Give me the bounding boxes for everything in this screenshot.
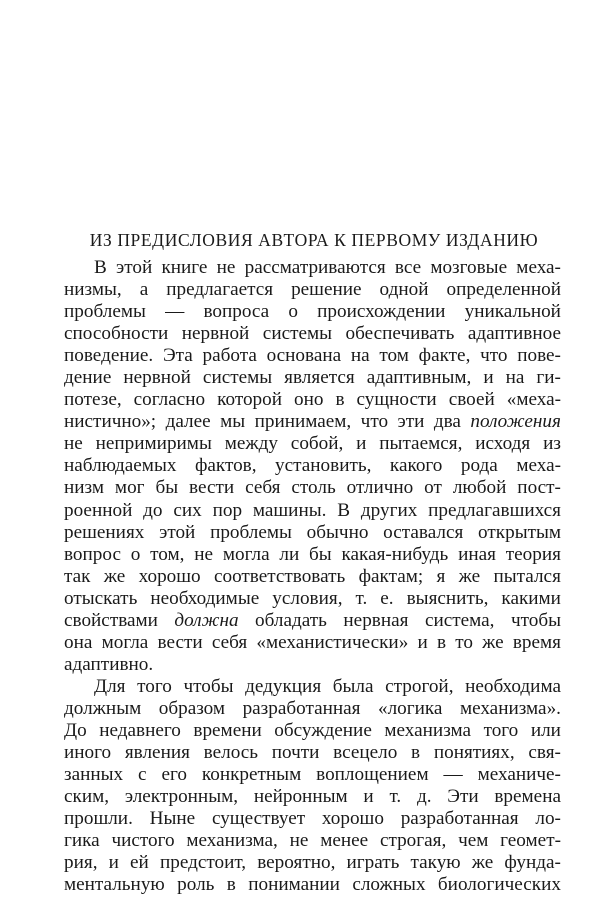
body-text — [64, 257, 561, 896]
section-title: ИЗ ПРЕДИСЛОВИЯ АВТОРА К ПЕРВОМУ ИЗДАНИЮ — [89, 230, 539, 250]
word: себя — [211, 631, 248, 653]
word: механиче- — [477, 764, 561, 786]
word: менее — [320, 830, 369, 852]
word: на — [350, 345, 370, 367]
word: какая-нибудь — [341, 543, 449, 565]
word: обычно — [306, 521, 369, 543]
word: разработанная — [400, 808, 519, 830]
word: прошли. — [64, 808, 133, 830]
word: же — [103, 565, 126, 587]
word: образом — [158, 697, 226, 719]
word: явления — [124, 742, 190, 764]
word: занных — [64, 764, 124, 786]
word: вероятно, — [257, 852, 336, 874]
word: геомет- — [500, 830, 561, 852]
word: далее — [165, 411, 211, 433]
word: открытым — [478, 521, 561, 543]
word: его — [161, 764, 187, 786]
word: нервной — [123, 367, 191, 389]
word: Ныне — [149, 808, 196, 830]
word: рия, — [64, 852, 98, 874]
word: сложных — [352, 874, 426, 896]
word: была — [332, 675, 374, 697]
word: поведение. — [64, 345, 154, 367]
word: о — [130, 543, 141, 565]
word: того — [137, 675, 172, 697]
word: существует — [211, 808, 306, 830]
word: меха- — [516, 257, 561, 278]
text-line — [64, 257, 561, 279]
word: на — [505, 367, 525, 389]
word: механизма». — [459, 697, 561, 719]
word: факте, — [418, 345, 471, 367]
word: конкретным — [201, 764, 302, 786]
word: в — [411, 742, 421, 764]
text-line — [64, 830, 561, 852]
text-line — [64, 367, 561, 389]
word: чистого — [111, 830, 175, 852]
text-line — [64, 698, 561, 720]
word: обеспечивать — [345, 323, 455, 345]
word: играть — [346, 852, 400, 874]
word: В — [94, 257, 107, 278]
word: нистично»; — [64, 411, 157, 433]
word: пытаемся, — [379, 433, 463, 455]
word: Эти — [447, 786, 479, 808]
word: том, — [150, 543, 185, 565]
word: дение — [64, 367, 112, 389]
word: решениях — [64, 521, 145, 543]
word: этой — [159, 521, 196, 543]
word: я — [436, 565, 446, 587]
word: же — [471, 852, 494, 874]
word: мозговые — [430, 257, 508, 278]
word: этой — [116, 257, 153, 278]
word: недавнего — [99, 719, 181, 741]
word: предлагается — [166, 279, 274, 301]
word: адаптивно. — [64, 653, 154, 675]
text-line — [64, 764, 561, 786]
word: оставался — [383, 521, 464, 543]
word: свя- — [528, 742, 561, 764]
word: непримиримы — [95, 433, 212, 455]
word: исходя — [475, 433, 531, 455]
word: между — [224, 433, 278, 455]
word: мы — [220, 411, 246, 433]
word: могла — [101, 631, 149, 653]
word: а — [139, 279, 149, 301]
word: так — [64, 565, 91, 587]
word: и — [483, 367, 494, 389]
word: чтобы — [510, 609, 561, 631]
text-line — [64, 500, 561, 522]
text-line — [64, 676, 561, 698]
word: принимаем, — [254, 411, 352, 433]
text-line — [64, 720, 561, 742]
word: электронным, — [124, 786, 239, 808]
word: машины. — [252, 499, 327, 521]
word: воплощением — [316, 764, 429, 786]
word: иного — [64, 742, 112, 764]
word: чтобы — [183, 675, 234, 697]
word: ли — [279, 543, 300, 565]
word: согласно — [133, 389, 206, 411]
word: же — [458, 565, 481, 587]
word: пор — [212, 499, 243, 521]
word: работа — [202, 345, 257, 367]
word: — — [165, 301, 185, 323]
word: одной — [379, 279, 429, 301]
word: чем — [458, 830, 489, 852]
word: себя — [245, 477, 281, 499]
word: и — [108, 852, 119, 874]
word: сих — [173, 499, 202, 521]
word: низм — [64, 477, 104, 499]
word: пове- — [517, 345, 561, 367]
word: из — [543, 433, 561, 455]
word: решение — [291, 279, 362, 301]
word: «меха- — [506, 389, 561, 411]
word: и — [363, 786, 374, 808]
word: времени — [193, 719, 262, 741]
word: всецело — [333, 742, 398, 764]
text-line — [64, 874, 561, 896]
word: нервной — [181, 323, 250, 345]
text-line — [64, 588, 561, 610]
word: не — [289, 830, 309, 852]
word: уникальной — [464, 301, 561, 323]
word: хорошо — [138, 565, 201, 587]
word: же — [482, 631, 504, 653]
word: отыскать — [64, 587, 138, 609]
word: ги- — [536, 367, 561, 389]
word: — — [443, 764, 463, 786]
word: е. — [380, 587, 394, 609]
word: с — [138, 764, 147, 786]
word: наблюдаемых — [64, 455, 177, 477]
word: строгая, — [379, 830, 447, 852]
word: адаптивное — [467, 323, 561, 345]
word: ментальную — [64, 874, 165, 896]
word: вести — [157, 631, 203, 653]
word: то — [455, 631, 473, 653]
word: отлично — [346, 477, 414, 499]
word: адаптивным, — [366, 367, 472, 389]
word: которой — [217, 389, 282, 411]
word: т. — [355, 587, 368, 609]
word: свойствами — [64, 609, 158, 631]
word: роль — [177, 874, 215, 896]
word: «механистически» — [256, 631, 409, 653]
word: собой, — [290, 433, 344, 455]
word: времена — [494, 786, 561, 808]
word: такую — [410, 852, 461, 874]
word: мог — [114, 477, 145, 499]
word: До — [64, 719, 87, 741]
word: механизма, — [186, 830, 278, 852]
text-line — [64, 610, 561, 632]
word: является — [284, 367, 355, 389]
word: Эта — [162, 345, 193, 367]
word: все — [394, 257, 422, 278]
text-line — [64, 301, 561, 323]
text-line — [64, 411, 561, 433]
word: т. — [389, 786, 402, 808]
word: установить, — [275, 455, 372, 477]
word: В — [337, 499, 351, 521]
word: иная — [458, 543, 496, 565]
word: система, — [424, 609, 495, 631]
word: роенной — [64, 499, 133, 521]
word: любой — [452, 477, 507, 499]
word: механизма — [384, 719, 472, 741]
word: необходимые — [150, 587, 260, 609]
text-line — [64, 808, 561, 830]
text-line — [64, 455, 561, 477]
word: проблемы — [210, 521, 292, 543]
word: хорошо — [321, 808, 384, 830]
word: ским, — [64, 786, 110, 808]
italic-word: должна — [174, 609, 239, 631]
word: сущности — [356, 389, 437, 411]
word: ей — [130, 852, 149, 874]
word: от — [424, 477, 442, 499]
word: фунда- — [504, 852, 561, 874]
word: предлагавшихся — [428, 499, 561, 521]
word: теория — [505, 543, 561, 565]
word: вопроса — [203, 301, 270, 323]
text-line — [64, 852, 561, 874]
word: не — [194, 543, 214, 565]
word: Для — [94, 675, 126, 697]
word: что — [360, 411, 389, 433]
word: потезе, — [64, 389, 122, 411]
word: бы — [155, 477, 179, 499]
word: в — [226, 874, 236, 896]
word: «логика — [377, 697, 443, 719]
word: бы — [309, 543, 332, 565]
text-line — [64, 433, 561, 455]
word: нейронным — [253, 786, 348, 808]
word: того — [483, 719, 519, 741]
word: два — [433, 411, 461, 433]
word: велось — [203, 742, 259, 764]
word: других — [360, 499, 418, 521]
text-line — [64, 323, 561, 345]
word: почти — [271, 742, 320, 764]
word: пытался — [493, 565, 561, 587]
word: фактам; — [358, 565, 424, 587]
word: в — [436, 631, 447, 653]
word: меха- — [516, 455, 561, 477]
word: ло- — [535, 808, 561, 830]
word: не — [216, 257, 236, 278]
word: гика — [64, 830, 100, 852]
word: и — [356, 433, 367, 455]
text-line — [64, 742, 561, 764]
word: книге — [161, 257, 208, 278]
word: обладать — [255, 609, 327, 631]
word: строгой, — [385, 675, 454, 697]
word: необходима — [465, 675, 561, 697]
word: пост- — [517, 477, 561, 499]
word: определенной — [446, 279, 561, 301]
word: предстоит, — [159, 852, 247, 874]
text-line — [64, 544, 561, 566]
word: основана — [266, 345, 342, 367]
word: разработанная — [242, 697, 361, 719]
word: в — [335, 389, 345, 411]
word: д. — [416, 786, 432, 808]
word: фактов, — [194, 455, 257, 477]
word: рассматриваются — [244, 257, 386, 278]
word: рода — [460, 455, 498, 477]
word: какого — [389, 455, 443, 477]
word: что — [480, 345, 508, 367]
word: выяснить, — [406, 587, 489, 609]
word: происхождении — [317, 301, 446, 323]
word: соответствовать — [213, 565, 346, 587]
text-line — [64, 566, 561, 588]
word: о — [288, 301, 298, 323]
word: или — [530, 719, 561, 741]
word: обсуждение — [274, 719, 372, 741]
text-line — [64, 279, 561, 301]
text-line — [64, 477, 561, 499]
text-line — [64, 654, 561, 676]
word: до — [143, 499, 163, 521]
word: время — [512, 631, 561, 653]
word: вопрос — [64, 543, 121, 565]
word: понятиях, — [433, 742, 515, 764]
word: условия, — [272, 587, 343, 609]
text-line — [64, 632, 561, 654]
word: эти — [397, 411, 425, 433]
word: могла — [222, 543, 270, 565]
word: биологических — [437, 874, 561, 896]
word: не — [64, 433, 83, 455]
word: дедукция — [245, 675, 322, 697]
word: системы — [262, 323, 333, 345]
word: проблемы — [64, 301, 146, 323]
word: она — [64, 631, 93, 653]
word: и — [417, 631, 428, 653]
word: системы — [202, 367, 273, 389]
text-line — [64, 522, 561, 544]
word: столь — [291, 477, 336, 499]
word: том — [379, 345, 409, 367]
word: оно — [294, 389, 324, 411]
text-line — [64, 389, 561, 411]
italic-word: положения — [470, 411, 561, 433]
word: своей — [448, 389, 495, 411]
text-line — [64, 786, 561, 808]
word: какими — [501, 587, 561, 609]
word: должным — [64, 697, 142, 719]
word: вести — [189, 477, 235, 499]
word: нервная — [343, 609, 409, 631]
text-line — [64, 345, 561, 367]
word: низмы, — [64, 279, 122, 301]
word: понимании — [248, 874, 340, 896]
word: способности — [64, 323, 169, 345]
